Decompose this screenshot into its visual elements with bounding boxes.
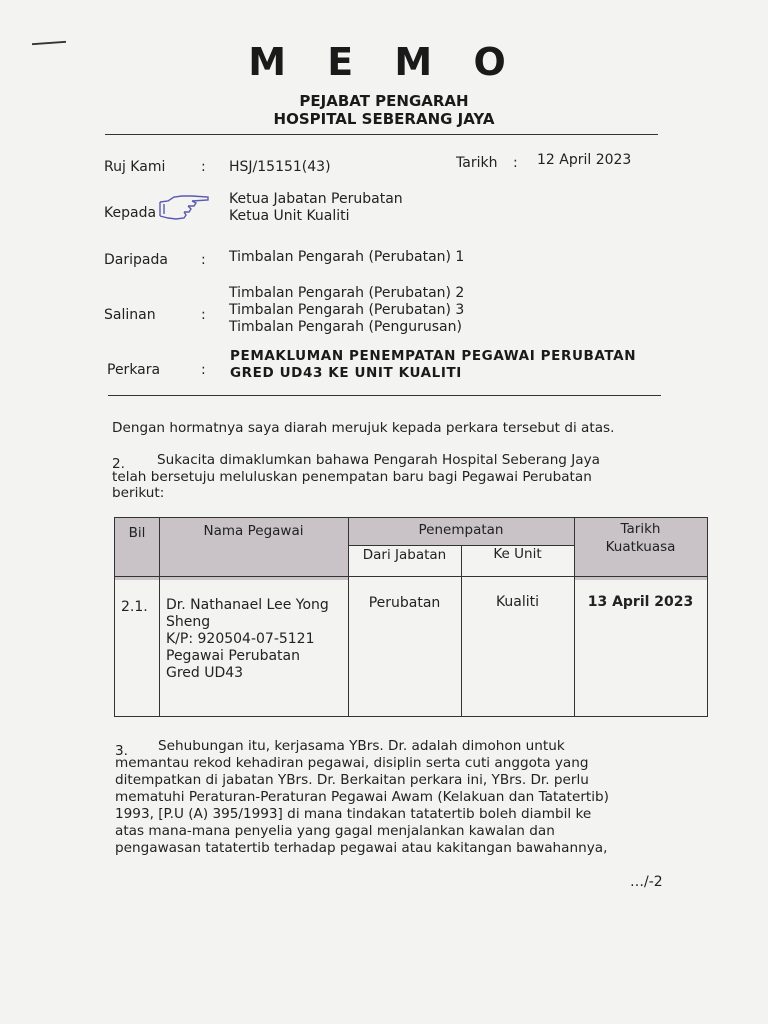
tarikh-value: 12 April 2023 xyxy=(537,152,632,168)
header-dari: Dari Jabatan xyxy=(362,547,447,563)
page-continuation: …/-2 xyxy=(630,874,663,890)
daripada-colon: : xyxy=(201,252,206,268)
para3-line-2: memantau rekod kehadiran pegawai, disiplin serta cuti anggota yang xyxy=(115,755,589,771)
salinan-value-3: Timbalan Pengarah (Pengurusan) xyxy=(229,319,462,335)
row-nama xyxy=(166,597,329,682)
kepada-value-2: Ketua Unit Kualiti xyxy=(229,208,350,224)
para2-line-3: berikut: xyxy=(112,485,165,501)
subject-line-2: GRED UD43 KE UNIT KUALITI xyxy=(230,365,462,381)
para2-number: 2. xyxy=(112,456,125,472)
office-name: PEJABAT PENGARAH xyxy=(299,92,469,110)
pointing-hand-icon xyxy=(158,192,210,224)
row-ke: Kualiti xyxy=(495,594,540,610)
row-dari: Perubatan xyxy=(368,595,441,611)
kepada-value-1: Ketua Jabatan Perubatan xyxy=(229,191,403,207)
salinan-colon: : xyxy=(201,307,206,323)
header-divider xyxy=(105,134,658,135)
para3-line-6: atas mana-mana penyelia yang gagal menjalankan kawalan dan xyxy=(115,823,555,839)
memo-title: M E M O xyxy=(248,40,520,84)
para3-line-5: 1993, [P.U (A) 395/1993] di mana tindakan tatatertib boleh diambil ke xyxy=(115,806,592,822)
nama-line-3: K/P: 920504-07-5121 xyxy=(166,631,315,647)
para3-line-4: mematuhi Peraturan-Peraturan Pegawai Awam (Kelakuan dan Tatatertib) xyxy=(115,789,609,805)
row-bil: 2.1. xyxy=(121,599,148,615)
kepada-label: Kepada xyxy=(104,205,157,221)
tarikh-label: Tarikh xyxy=(456,155,498,171)
salinan-value-1: Timbalan Pengarah (Perubatan) 2 xyxy=(229,285,465,301)
para3-line-3: ditempatkan di jabatan YBrs. Dr. Berkaitan perkara ini, YBrs. Dr. perlu xyxy=(115,772,589,788)
perkara-colon: : xyxy=(201,362,206,378)
nama-line-4: Pegawai Perubatan xyxy=(166,648,300,664)
para2-line-1: Sukacita dimaklumkan bahawa Pengarah Hospital Seberang Jaya xyxy=(157,452,600,468)
ruj-label: Ruj Kami xyxy=(104,159,166,175)
row-tarikh: 13 April 2023 xyxy=(587,594,694,610)
ruj-value: HSJ/15151(43) xyxy=(229,159,331,175)
subject-line-1: PEMAKLUMAN PENEMPATAN PEGAWAI PERUBATAN xyxy=(230,348,637,364)
placement-table xyxy=(114,517,708,717)
para3-number: 3. xyxy=(115,743,128,759)
para3-line-7: pengawasan tatatertib terhadap pegawai atau kakitangan bawahannya, xyxy=(115,840,608,856)
header-penempatan: Penempatan xyxy=(418,522,504,538)
header-bil: Bil xyxy=(128,525,146,541)
subject-heading xyxy=(230,348,636,382)
header-ke: Ke Unit xyxy=(493,546,542,562)
header-nama: Nama Pegawai xyxy=(203,523,304,539)
daripada-label: Daripada xyxy=(104,252,168,268)
hospital-name: HOSPITAL SEBERANG JAYA xyxy=(273,110,495,128)
nama-line-5: Gred UD43 xyxy=(166,665,244,681)
nama-line-1: Dr. Nathanael Lee Yong xyxy=(166,597,329,613)
salinan-value-2: Timbalan Pengarah (Perubatan) 3 xyxy=(229,302,465,318)
nama-line-2: Sheng xyxy=(166,614,211,630)
para2-line-2: telah bersetuju meluluskan penempatan baru bagi Pegawai Perubatan xyxy=(112,469,592,485)
subject-divider xyxy=(108,395,661,396)
tarikh-colon: : xyxy=(513,155,518,171)
daripada-value: Timbalan Pengarah (Perubatan) 1 xyxy=(229,249,465,265)
header-tarikh-1: Tarikh xyxy=(620,521,661,537)
perkara-label: Perkara xyxy=(107,362,161,378)
para3-line-1: Sehubungan itu, kerjasama YBrs. Dr. adalah dimohon untuk xyxy=(158,738,565,754)
salinan-label: Salinan xyxy=(104,307,156,323)
opening-paragraph: Dengan hormatnya saya diarah merujuk kepada perkara tersebut di atas. xyxy=(112,420,615,436)
header-tarikh-2: Kuatkuasa xyxy=(605,539,676,555)
ruj-colon: : xyxy=(201,159,206,175)
